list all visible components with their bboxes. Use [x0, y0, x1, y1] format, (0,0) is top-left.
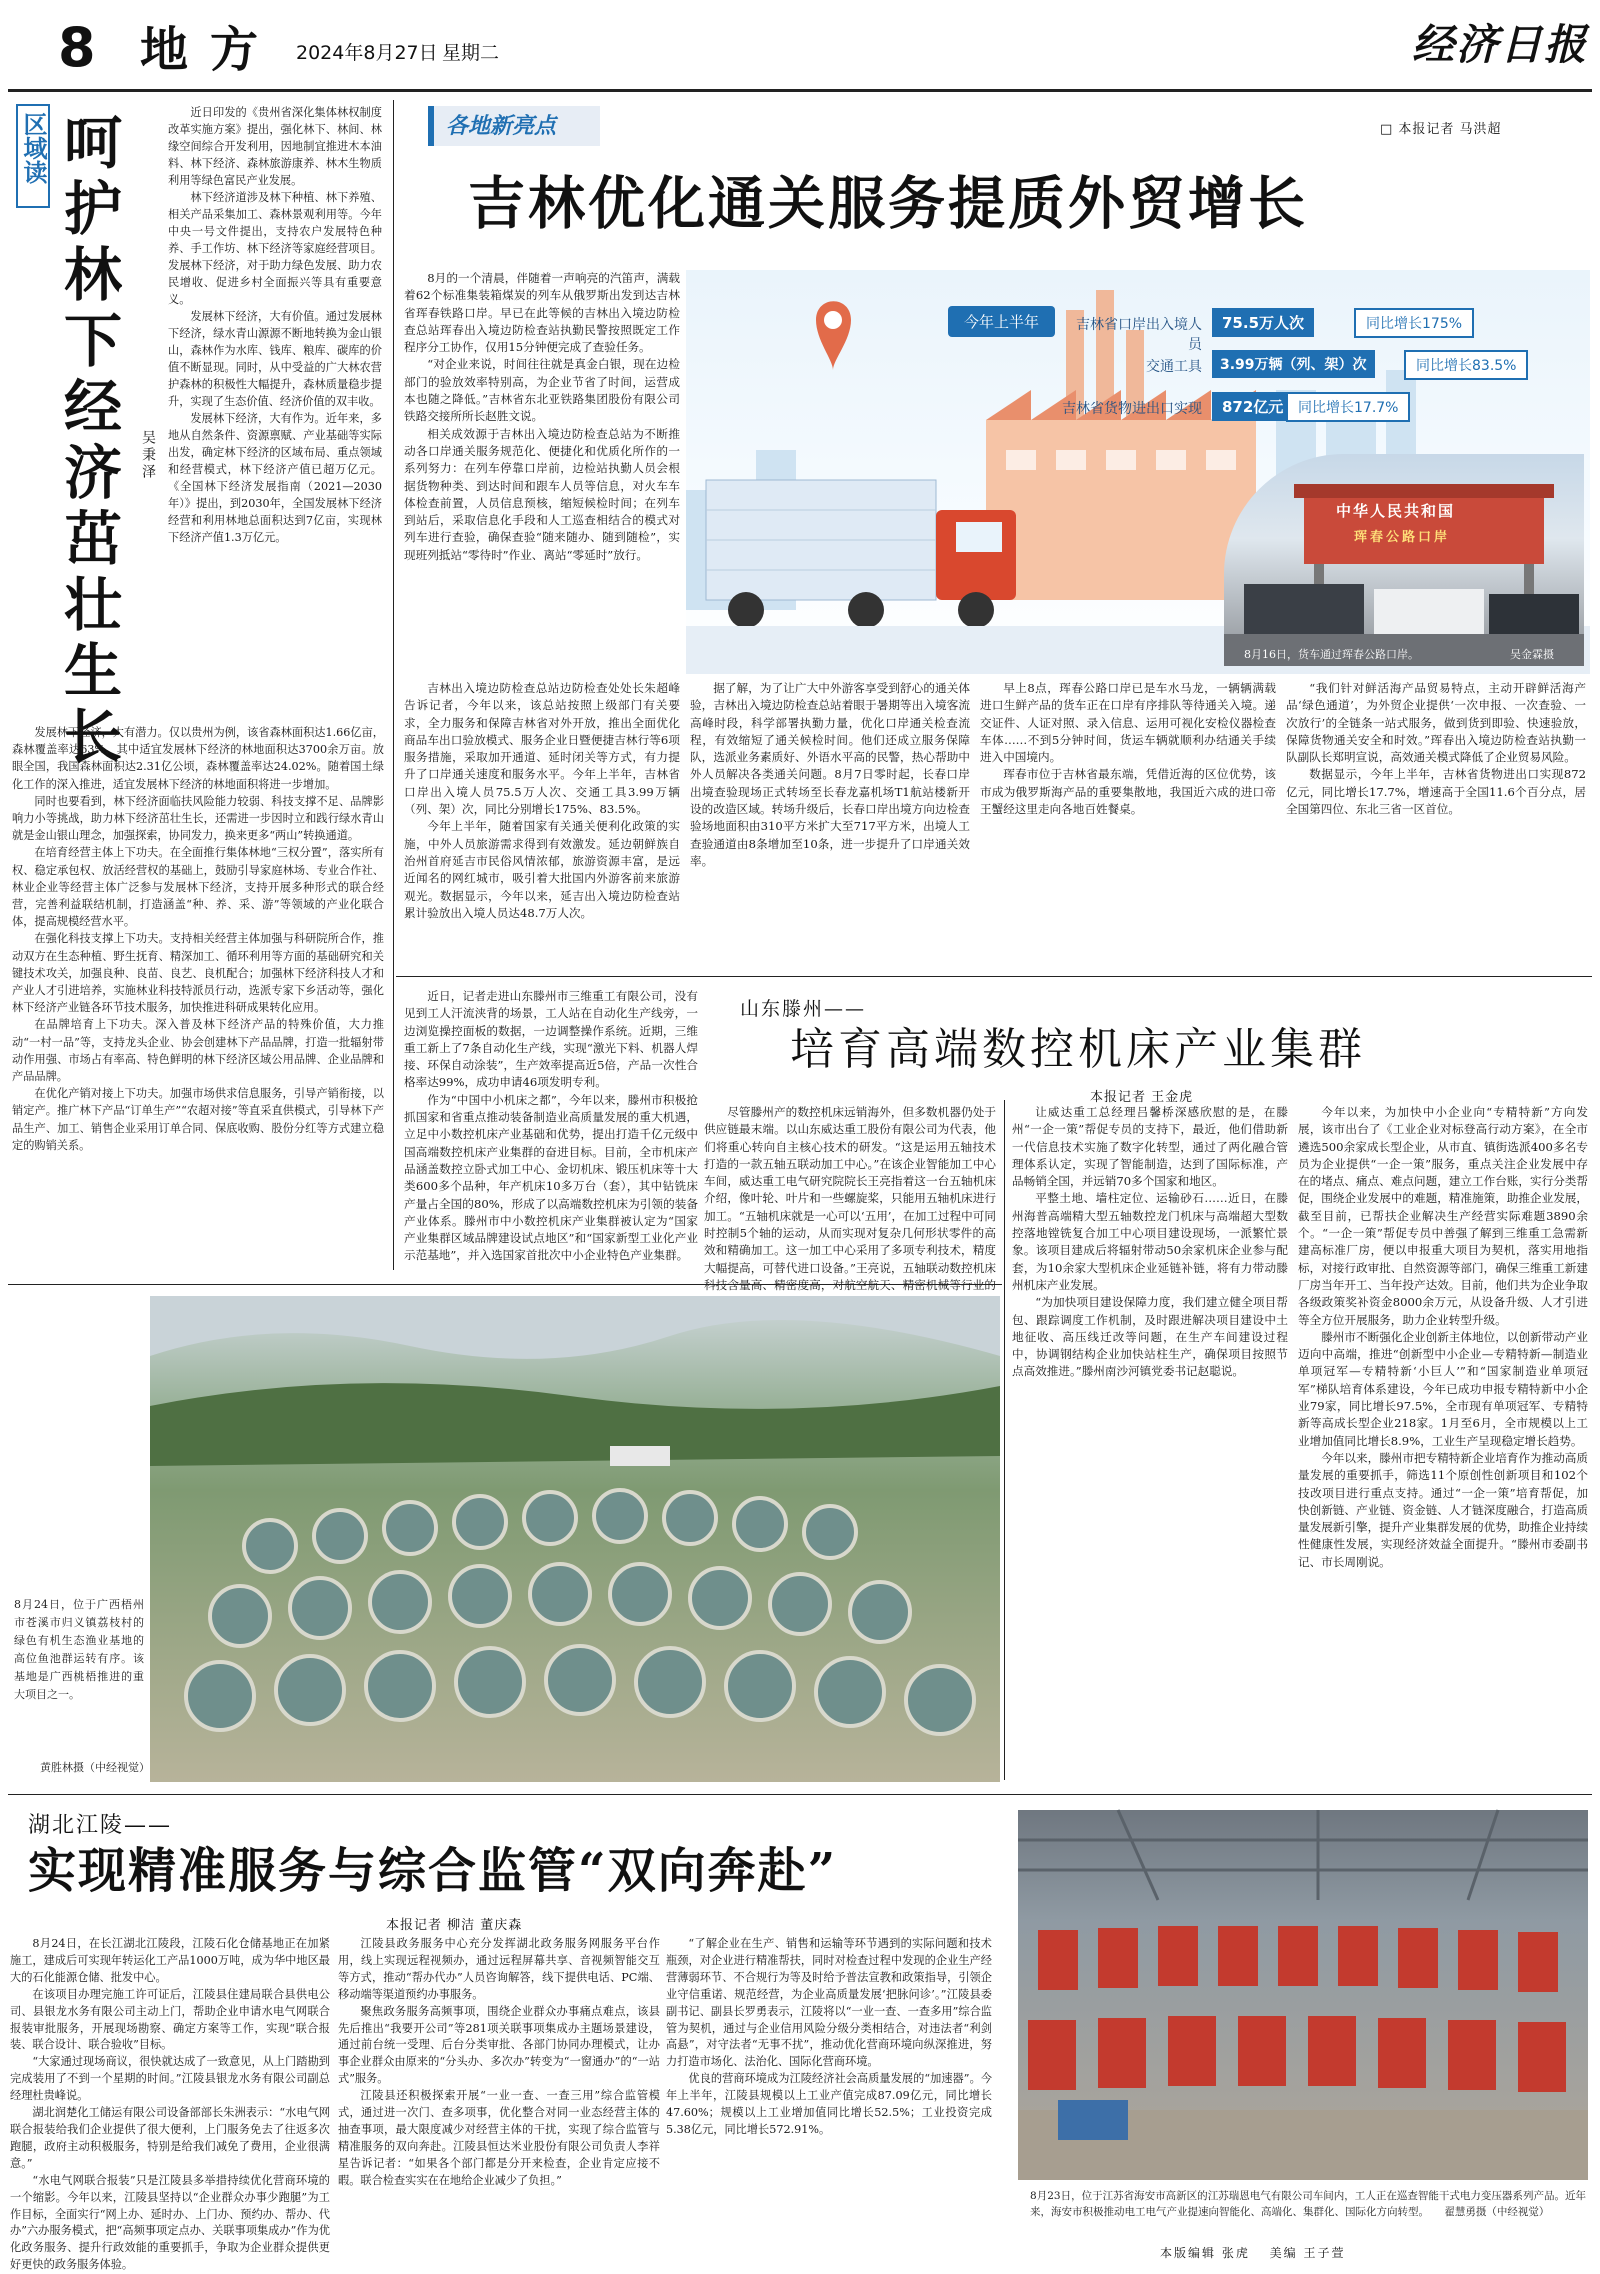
story1-title-char: 茁	[63, 505, 122, 573]
story2-para: 吉林出入境边防检查总站边防检查处处长朱超峰告诉记者，今年以来，该总站按照上级部门有关要求，全力服务和保障吉林省对外开放，推出全面优化商品车出口验放模式、服务企业日暨便捷吉林行等6项服务措施，采取加开通道、延时闭关等方式，有力提升了口岸通关速度和服务水平。今年上半年，吉林省口岸出入境人员75.5万人次、交通工具3.99万辆（列、架）次，同比分别增长175%、83.5%。	[404, 681, 680, 817]
fishpond-photo-art	[150, 1296, 1000, 1782]
gate-sign: 中华人民共和国	[1336, 502, 1456, 520]
story1-title-char: 呵	[63, 109, 122, 177]
fishpond-photo	[150, 1296, 1000, 1782]
story4-byline: 本报记者 柳洁 董庆森	[386, 1918, 523, 1933]
story3-para: 近日，记者走进山东滕州市三维重工有限公司，没有见到工人汗流浃背的场景，工人站在自动化生产线旁，一边浏览操控面板的数据，一边调整操作系统。近期，三维重工新上了7条自动化生产线，实现“激光下料、机器人焊接、环保自动涂装”，生产效率提高近5倍，产品一次性合格率达99%，成功申请46项发明专利。	[404, 989, 698, 1090]
gate-sign-sub: 珲春公路口岸	[1354, 530, 1451, 545]
story1-body-top	[168, 104, 382, 720]
story4-para: 湖北润楚化工储运有限公司设备部部长朱洲表示：“水电气网联合报装给我们企业提供了很大便利，上门服务免去了往返多次跑腿，政府主动积极服务，特别是给我们减免了费用，企业很满意。”	[10, 2106, 330, 2170]
story2-para: 今年上半年，随着国家有关通关便利化政策的实施，中外人员旅游需求得到有效激发。延边朝鲜族自治州首府延吉市民俗风情浓郁，旅游资源丰富，是远近闻名的网红城市，吸引着大批国内外游客前来旅游观光。数据显示，今年以来，延吉出入境边防检查站累计验放出入境人员达48.7万人次。	[404, 819, 680, 920]
story4-para: 优良的营商环境成为江陵经济社会高质量发展的“加速器”。今年上半年，江陵县规模以上工业产值完成87.09亿元，同比增长47.60%；规模以上工业增加值同比增长52.5%；工业投资完成5.38亿元，同比增长572.91%。	[666, 2072, 992, 2136]
infographic-label: 吉林省口岸出入境人员	[1076, 317, 1202, 353]
story2-body-col4	[980, 680, 1276, 970]
story3-para: 今年以来，滕州市把专精特新企业培育作为推动高质量发展的重要抓手，筛选11个原创性创新项目和102个技改项目进行重点支持。通过“一企一策”培育帮促，加快创新链、产业链、资金链、人才链深度融合，打造高质量发展新引擎，提升产业集群发展的优势，助推企业持续性健康性发展，实现经济效益全面提升。“滕州市委副书记、市长周刚说。	[1298, 1450, 1588, 1569]
story2-para: 据了解，为了让广大中外游客享受到舒心的通关体验，吉林出入境边防检查总站着眼于暑期等出入境客流高峰时段，科学部署执勤力量，优化口岸通关检查流程，有效缩短了通关候检时间。他们还成立服务保障队，选派业务素质好、外语水平高的民警，热心帮助中外人员解决各类通关问题。8月7日零时起，长春口岸出境查验现场正式转场至长春龙嘉机场T1航站楼新开设的改造区域。转场升级后，长春口岸出境方向边检查验场地面积由310平方米扩大至717平方米，出境人工查验通道由8条增加至10条，进一步提升了口岸通关效率。	[690, 681, 970, 868]
story1-para: 在品牌培育上下功夫。深入普及林下经济产品的特殊价值，大力推动“一村一品”等，支持龙头企业、协会创建林下产品品牌，打造一批辐射带动作用强、市场占有率高、特色鲜明的林下经济区域公用品牌、企业品牌和产品品牌。	[12, 1018, 384, 1084]
section-rule	[396, 976, 1592, 977]
fishpond-caption: 8月24日，位于广西梧州市苍溪市归义镇荔枝村的绿色有机生态渔业基地的高位鱼池群运转有序。该基地是广西桃梧推进的重大项目之一。	[14, 1598, 144, 1701]
story1-title-char: 壮	[63, 571, 122, 639]
story1-para: 发展林下经济，大有作为。近年来，多地从自然条件、资源禀赋、产业基础等实际出发，确定林下经济的区域布局、重点领域和经营模式，林下经济产值已超万亿元。《全国林下经济发展指南（2021—2030年）》提出，到2030年，全国发展林下经济经营和利用林地总面积达到7亿亩，实现林下经济产值1.3万亿元。	[168, 412, 382, 544]
story4-para: 在该项目办理完施工许可证后，江陵县住建局联合县供电公司、县银龙水务有限公司主动上门，帮助企业申请水电气网联合报装审批服务，开展现场勘察、确定方案等工作，实现“联合报装、联合设计、联合验收”目标。	[10, 1987, 330, 2052]
photo-credit: 吴金霖摄	[1510, 648, 1554, 661]
infographic-period: 今年上半年	[948, 306, 1055, 337]
story4-para: 江陵县还积极探索开展“一业一查、一查三用”综合监管模式，通过进一次门、查多项事，优化整合对同一业态经营主体的抽查事项，最大限度减少对经营主体的干扰，实现了综合监管与精准服务的双向奔赴。江陵县恒达米业股份有限公司负责人李祥星告诉记者：“如果各个部门都是分开来检查，企业肯定应接不暇。联合检查实实在在地给企业减少了负担。”	[338, 2089, 660, 2187]
story1-para: 同时也要看到，林下经济面临扶风险能力较弱、科技支撑不足、品牌影响力小等挑战，助力林下经济茁壮生长，还需进一步因时立和践行绿水青山就是金山银山理念，加强探索，协同发力，换来更多“两山”转换通道。	[12, 794, 384, 843]
infographic-value: 3.99万辆（列、架）次	[1212, 350, 1375, 378]
story3-body-col3	[1012, 1104, 1288, 1764]
story4-para: 8月24日，在长江湖北江陵段，江陵石化仓储基地正在加紧施工，建成后可实现年转运化工产品1000万吨，成为华中地区最大的石化能源仓储、批发中心。	[10, 1937, 330, 1984]
infographic-label: 交通工具	[1146, 359, 1202, 375]
page-footer	[1160, 2244, 1345, 2261]
infographic-row	[1066, 308, 1586, 353]
infographic-value: 872亿元	[1212, 392, 1293, 421]
story1-kicker: 区域读	[19, 112, 48, 184]
story1-title-char: 经	[63, 373, 122, 441]
infographic-growth: 同比增长17.7%	[1286, 392, 1410, 422]
story3-title: 培育高端数控机床产业集群	[790, 1024, 1366, 1075]
story1-para: 在培育经营主体上下功夫。在全面推行集体林地“三权分置”，落实所有权、稳定承包权、放活经营权的基础上，鼓励引导家庭林场、专业合作社、林业企业等经营主体广泛参与发展林下经济，支持开展多种形式的联合经营，完善利益联结机制，打造涵盖“种、养、采、游”等领域的产业化联合体，提高规模经营水平。	[12, 846, 384, 929]
story2-kicker: 各地新亮点	[446, 113, 557, 139]
story4-para: “大家通过现场商议，很快就达成了一致意见，从上门踏勘到完成装用了不到一个星期的时间。”江陵县银龙水务有限公司副总经理杜贵峰说。	[10, 2055, 330, 2103]
story1-body-bottom	[12, 724, 384, 1262]
story2-para: “对企业来说，时间往往就是真金白银，现在边检部门的验放效率特别高，为企业节省了时间，运营成本也随之降低。”吉林省东北亚铁路集团股份有限公司铁路交接所所长赵胜文说。	[404, 357, 680, 424]
story2-byline: □ 本报记者 马洪超	[1380, 122, 1502, 137]
story4-title: 实现精准服务与综合监管“双向奔赴”	[28, 1843, 838, 1899]
story2-kicker-banner	[428, 106, 600, 146]
story1-para: 在优化产销对接上下功夫。加强市场供求信息服务，引导产销衔接，以销定产。推广林下产品“订单生产”“农超对接”等直采直供模式，引导林下产品生产、加工、销售企业采用订单合同、保底收购、股份分红等方式建立稳定的购销关系。	[12, 1087, 384, 1152]
story3-body-col4	[1298, 1104, 1588, 1764]
story3-para: 今年以来，为加快中小企业向“专精特新”方向发展，该市出台了《工业企业对标登高行动方案》，在全市遴选500余家成长型企业，从市直、镇街选派400多名专员为企业提供“一企一策”服务，重点关注企业发展中存在的堵点、痛点、难点问题，建立工作台账，实行分类帮促，围绕企业发展中的难题，精准施策，助推企业发展，截至目前，已帮扶企业解决生产经营实际难题3890余个。“一企一策”帮促专员中善强了解到三维重工急需新建高标准厂房，便以申报重大项目为契机，落实用地指标，对接行政审批、自然资源等部门，确保三维重工新建厂房当年开工、当年投产达效。目前，他们共为企业争取各级政策奖补资金8000余万元，从设备升级、人才引进等全方位开展服务，助力企业转型升级。	[1298, 1105, 1588, 1327]
story3-body-intro	[404, 988, 698, 1278]
infographic-growth: 同比增长83.5%	[1404, 350, 1528, 380]
border-port-photo-art	[1224, 454, 1584, 666]
infographic-value: 75.5万人次	[1212, 308, 1314, 337]
story3-body-col2	[704, 1104, 996, 1274]
story1-title-char: 生	[63, 637, 122, 705]
issue-date: 2024年8月27日	[296, 42, 438, 64]
masthead-rule	[8, 89, 1592, 92]
page-number: 8	[58, 16, 96, 79]
story1-para: 发展林下经济，大有潜力。仅以贵州为例，该省森林面积达1.66亿亩，森林覆盖率达63%，其中适宜发展林下经济的林地面积达3700余万亩。放眼全国，我国森林面积达2.31亿公顷，森林覆盖率达24.02%。随着国土绿化工作的深入推进，适宜发展林下经济的林地面积将进一步增加。	[12, 726, 384, 791]
story4-para: 聚焦政务服务高频事项，围绕企业群众办事痛点难点，该县先后推出“我要开公司”等281项关联事项集成办主题场景建设，通过前台统一受理、后台分类审批、各部门协同办理模式，让办事企业群众由原来的“分头办、多次办”转变为“一窗通办”的“一站式”服务。	[338, 2004, 660, 2086]
story1-title-char: 林	[63, 241, 122, 309]
masthead	[0, 0, 1600, 92]
story1-author: 吴秉泽	[140, 430, 156, 481]
story4-para: 江陵县政务服务中心充分发挥湖北政务服务网服务平台作用，线上实现远程视频办，通过远程屏幕共享、音视频智能交互等方式，推动“帮办代办”人员咨询解答，线下提供电话、PC端、移动端等渠道预约办事服务。	[338, 1937, 660, 2001]
factory-photo	[1018, 1810, 1588, 2180]
story1-para: 发展林下经济，大有价值。通过发展林下经济，绿水青山源源不断地转换为金山银山，森林作为水库、钱库、粮库、碳库的价值不断显现。同时，从中受益的广大林农营护森林的积极性大幅提升，森林质量稳步提升，实现了生态价值、经济价值的双丰收。	[168, 310, 382, 408]
photo-caption: 8月16日，货车通过珲春公路口岸。	[1244, 648, 1419, 661]
section-name: 地方	[140, 22, 281, 78]
infographic-row	[1062, 392, 1586, 422]
footer-editor: 本版编辑 张虎	[1160, 2246, 1250, 2260]
column-rule	[393, 100, 394, 1270]
story2-body-col5	[1286, 680, 1586, 970]
story3-byline: 本报记者 王金虎	[1090, 1090, 1194, 1105]
story2-title: 吉林优化通关服务提质外贸增长	[468, 171, 1308, 237]
story2-para: 早上8点，珲春公路口岸已是车水马龙，一辆辆满载进口生鲜产品的货车正在口岸有序排队等待通关入境。递交证件、人证对照、录入信息、运用可视化安检仪器检查车体……不到5分钟时间，货运车辆就顺利办结通关手续进入中国境内。	[980, 681, 1276, 765]
infographic	[686, 270, 1590, 674]
issue-weekday: 星期二	[442, 42, 500, 64]
paper-logo: 经济日报	[1412, 20, 1589, 69]
factory-caption	[1030, 2188, 1586, 2220]
story1-title-char: 下	[63, 307, 122, 375]
story1-title-char: 护	[63, 175, 122, 243]
story1-para: 近日印发的《贵州省深化集体林权制度改革实施方案》提出，强化林下、林间、林缘空间综合开发利用，因地制宜推进木本油料、林下经济、森林旅游康养、林木生物质利用等绿色富民产业发展。	[168, 106, 382, 187]
story1-kicker-box	[16, 104, 50, 208]
story4-body-col2	[338, 1936, 660, 2262]
story3-para: 作为“中国中小机床之都”，今年以来，滕州市积极抢抓国家和省重点推动装备制造业高质量发展的重大机遇，立足中小数控机床产业基础和优势，提出打造千亿元级中国高端数控机床产业集群的奋进目标。目前，全市机床产品涵盖数控立卧式加工中心、金切机床、锻压机床等十大类600多个品种，年产机床10多万台（套），其中钻铣床产量占全国的80%，形成了以高端数控机床为引领的装备产业体系。滕州市中小数控机床产业集群被认定为“国家产业集群区域品牌建设试点地区”和“国家新型工业化产业示范基地”，并入选国家首批次中小企业特色产业集群。	[404, 1092, 698, 1263]
story4-para: “了解企业在生产、销售和运输等环节遇到的实际问题和技术瓶颈，对企业进行精准帮扶，同时对检查过程中发现的企业生产经营薄弱环节、不合规行为等及时给予普法宣教和政策指导，引领企业守信重诺、规范经营，为企业高质量发展‘把脉问诊’。”江陵县委副书记、副县长罗勇表示，江陵将以“一业一查、一查多用”综合监管为契机，通过与企业信用风险分级分类相结合，对违法者“利剑高悬”，对守法者“无事不扰”，推动优化营商环境向纵深推进，努力打造市场化、法治化、国际化营商环境。	[666, 1937, 992, 2069]
story2-para: 相关成效源于吉林出入境边防检查总站为不断推动各口岸通关服务规范化、便捷化和优质化所作的一系列努力：在列车停靠口岸前，边检站执勤人员会根据货物种类、到达时间和跟车人员等信息，对火车车体检查前置，人员信息预核，缩短候检时间；在列车到站后，采取信息化手段和人工巡查相结合的模式对列车进行查验，确保查验“随来随办、随到随检”，实现班列抵站“零待时”作业、离站“零延时”放行。	[404, 426, 680, 562]
story3-para: 让威达重工总经理吕馨桥深感欣慰的是，在滕州“一企一策”帮促专员的支持下，最近，他们借助新一代信息技术实施了数字化转型，通过了两化融合管理体系认定，实现了智能制造，达到了国际标准，产品畅销全国，并远销70多个国家和地区。	[1012, 1105, 1288, 1189]
story1-title-char: 长	[63, 703, 122, 771]
story2-para: 8月的一个清晨，伴随着一声响亮的汽笛声，满载着62个标准集装箱煤炭的列车从俄罗斯出发到达吉林省珲春铁路口岸。早已在此等候的吉林出入境边防检查总站珲春出入境边防检查站执勤民警按照既定工作程序分工协作，仅用15分钟便完成了查验任务。	[404, 271, 680, 355]
story2-para: “我们针对鲜活海产品贸易特点，主动开辟鲜活海产品‘绿色通道’，为外贸企业提供‘一次申报、一次查验、一次放行’的全链条一站式服务，做到货到即验、快速验放，保障货物通关安全和时效。”珲春出入境边防检查站执勤一队副队长郑明宣说，高效通关模式降低了企业贸易风险。	[1286, 681, 1586, 765]
story2-para: 数据显示，今年上半年，吉林省货物进出口实现872亿元，同比增长17.7%，增速高于全国11.6个百分点，居全国第四位、东北三省一区首位。	[1286, 767, 1586, 817]
infographic-row	[1066, 350, 1586, 380]
section-rule	[8, 1794, 1592, 1795]
border-port-photo	[1224, 454, 1584, 666]
factory-photo-art	[1018, 1810, 1588, 2180]
story4-body-col3	[666, 1936, 992, 2262]
infographic-label: 吉林省货物进出口实现	[1062, 401, 1202, 417]
story2-body-col3	[690, 680, 970, 970]
section-rule	[8, 1284, 1002, 1285]
story4-para: “水电气网联合报装”只是江陵县多举措持续优化营商环境的一个缩影。今年以来，江陵县坚持以“企业群众办事少跑腿”为工作目标，全面实行“网上办、延时办、上门办、预约办、帮办、代办”六办服务模式，把“高频事项定点办、关联事项集成办”作为优化政务服务、提升行政效能的重要抓手，争取为企业群众提供更好更快的政务服务体验。	[10, 2173, 330, 2272]
story1-para: 在强化科技支撑上下功夫。支持相关经营主体加强与科研院所合作，推动双方在生态种植、野生抚育、精深加工、循环利用等方面的基础研究和关键技术攻关，加强良种、良苗、良艺、良机配合；加强林下经济科技人才和产业人才引进培养，实施林业科技特派员行动，选派专家下乡活动等，强化林下经济产业链各环节技术服务，加快推进科研成果转化应用。	[12, 932, 384, 1015]
story1-para: 林下经济道涉及林下种植、林下养殖、相关产品采集加工、森林景观利用等。今年中央一号文件提出，支持农户发展特色种养、手工作坊、林下经济等家庭经营项目。发展林下经济，对于助力绿色发展、助力农民增收、促进乡村全面振兴等具有重要意义。	[168, 191, 382, 306]
column-rule	[1004, 1100, 1005, 1780]
infographic-growth: 同比增长175%	[1354, 308, 1474, 338]
factory-caption-text: 8月23日，位于江苏省海安市高新区的江苏瑞恩电气有限公司车间内，工人正在巡查智能干式电力变压器系列产品。近年来，海安市积极推动电工电气产业提速向智能化、高端化、集群化、国际化方向转型。	[1030, 2190, 1586, 2218]
fishpond-credit: 黄胜林摄（中经视觉）	[40, 1761, 150, 1774]
factory-credit: 翟慧勇摄（中经视觉）	[1444, 2206, 1550, 2218]
story3-para: “为加快项目建设保障力度，我们建立健全项目帮包、跟踪调度工作机制，及时跟进解决项目建设中土地征收、高压线迁改等问题，在生产车间建设过程中，协调钢结构企业加快站柱生产，确保项目按照节点高效推进。”滕州南沙河镇党委书记赵聪说。	[1012, 1295, 1288, 1379]
story3-kicker: 山东滕州——	[740, 998, 867, 1020]
story2-body-col2	[404, 680, 680, 970]
story3-para: 滕州市不断强化企业创新主体地位，以创新带动产业迈向中高端，推进“创新型中小企业—专精特新—制造业单项冠军—专精特新‘小巨人’”和“国家制造业单项冠军”梯队培育体系建设，今年已成功申报专精特新中小企业79家，同比增长97.5%，全市现有单项冠军、专精特新等高成长型企业218家。1月至6月，全市规模以上工业增加值同比增长8.9%，工业生产呈现稳定增长趋势。	[1298, 1329, 1588, 1448]
story2-para: 珲春市位于吉林省最东端，凭借近海的区位优势，该市成为俄罗斯海产品的重要集散地，我国近六成的进口帝王蟹经这里走向各地百姓餐桌。	[980, 767, 1276, 817]
story2-body-col1	[404, 270, 680, 670]
story3-para: 平整土地、墙柱定位、运输砂石……近日，在滕州海普高端精大型五轴数控龙门机床与高端超大型数控落地镗铣复合加工中心项目建设现场，一派繁忙景象。该项目建成后将辐射带动50余家机床企业参与配套，为10余家大型机床企业延链补链，将有力带动滕州机床产业发展。	[1012, 1191, 1288, 1292]
footer-design: 美编 王子萱	[1269, 2246, 1346, 2260]
story1-title	[62, 110, 124, 770]
story3-para: 尽管滕州产的数控机床远销海外，但多数机器仍处于供应链最末端。以山东威达重工股份有限公司为代表，他们将重心转向自主核心技术的研发。“这是运用五轴技术打造的一款五轴五联动加工中心。”在该企业智能加工中心车间，威达重工电气研究院院长王亮指着这一台五轴机床介绍，像叶轮、叶片和一些螺旋桨，只能用五轴机床进行加工。“五轴机床就是一心可以‘五用’，在加工过程中可同时控制5个轴的运动，从而实现对复杂几何形状零件的高效和精确加工。这一加工中心采用了多项专利技术，精度大幅提高，可替代进口设备。”王亮说，五轴联动数控机床	[704, 1105, 996, 1275]
story4-body-col1	[10, 1936, 330, 2272]
story1-title-char: 济	[63, 439, 122, 507]
story4-kicker: 湖北江陵——	[28, 1813, 173, 1838]
